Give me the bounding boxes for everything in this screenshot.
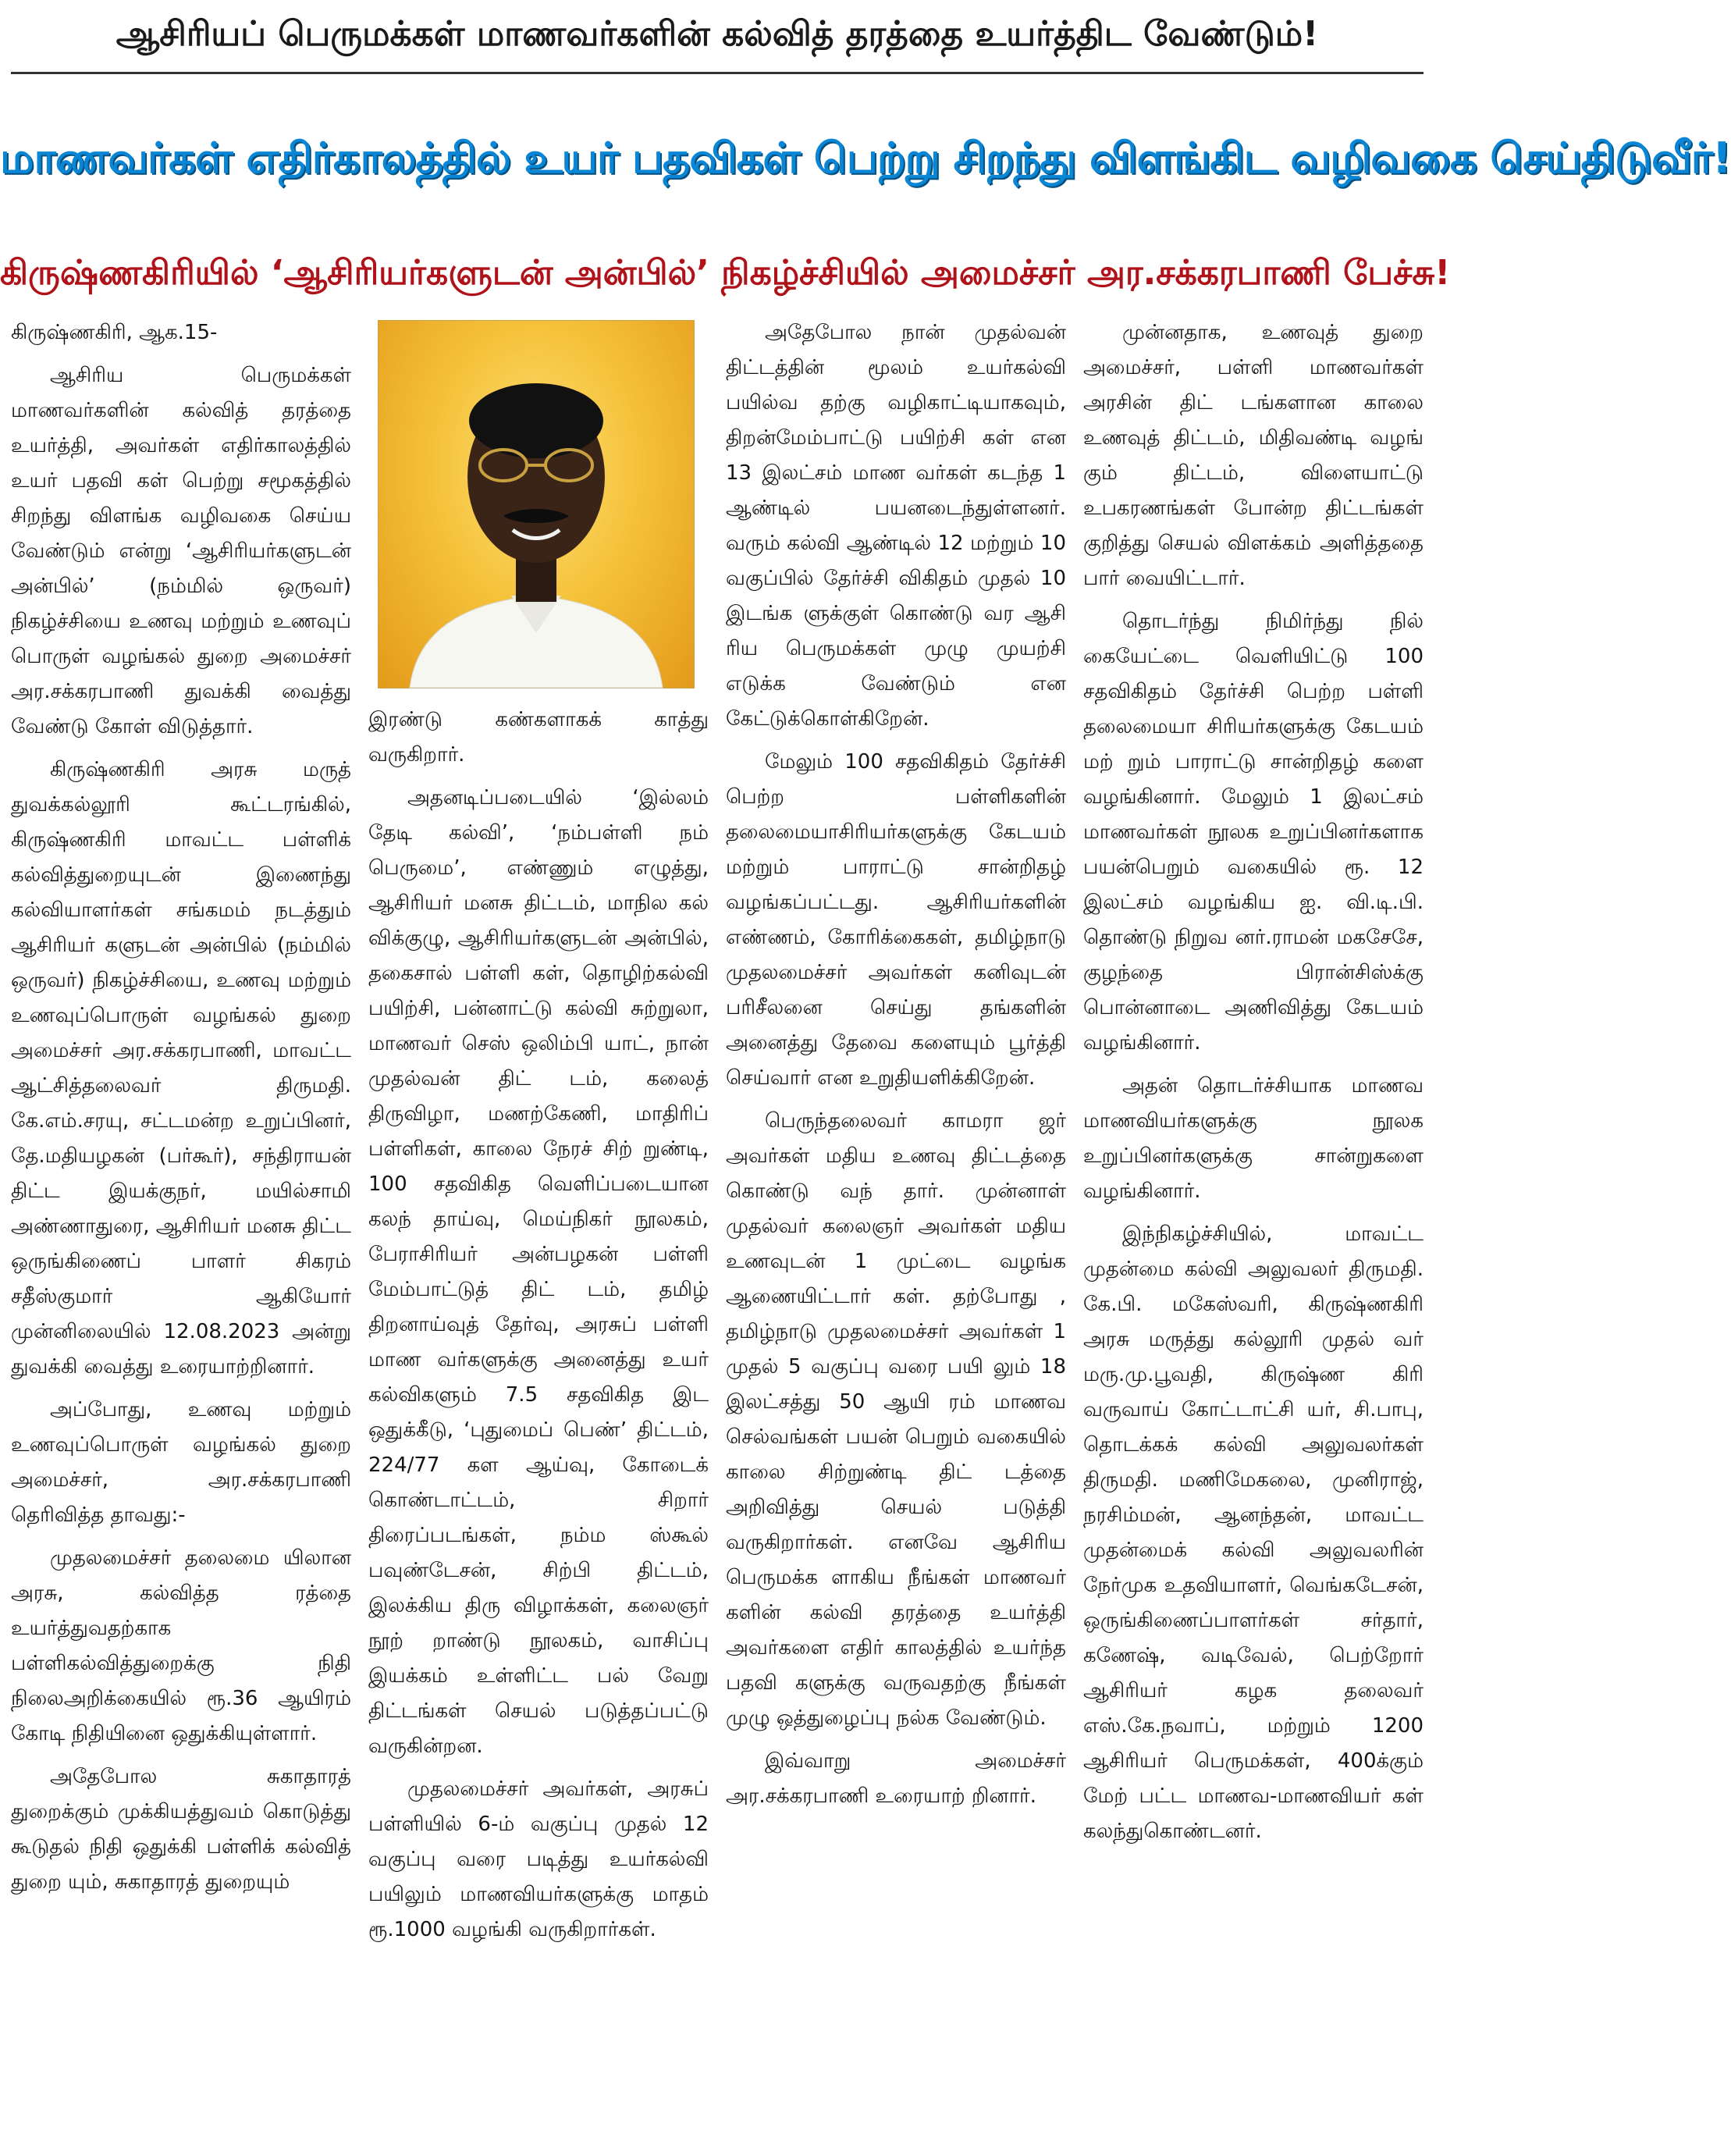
paragraph: முதலமைச்சர் அவர்கள், அரசுப் பள்ளியில் 6-ம் வகுப்பு முதல் 12 வகுப்பு வரை படித்து உயர்கல்வி பயிலும் மாணவியர்களுக்கு மாதம் ரூ.1000 வழங்கி வருகிறார்கள். xyxy=(368,1777,709,1941)
paragraph: முதலமைச்சர் தலைமை யிலான அரசு, கல்வித்த ரத்தை உயர்த்துவதற்காக பள்ளிகல்வித்துறைக்கு நிதி நிலைஅறிக்கையில் ரூ.36 ஆயிரம் கோடி நிதியினை ஒதுக்கியுள்ளார். xyxy=(11,1546,351,1745)
paragraph: இவ்வாறு அமைச்சர் அர.சக்கரபாணி உரையாற் றினார். xyxy=(726,1749,1066,1808)
paragraph: அதனடிப்படையில் ‘இல்லம் தேடி கல்வி’, ‘நம்பள்ளி நம் பெருமை’, எண்ணும் எழுத்து, ஆசிரியர் மனசு திட்டம், மாநில கல் விக்குழு, ஆசிரியர்களுடன் அன்பில், தகைசால் பள்ளி கள், தொழிற்கல்வி பயிற்சி, பன்னாட்டு கல்வி சுற்றுலா, மாணவர் செஸ் ஒலிம்பி யாட், நான் முதல்வன் திட் டம், கலைத் திருவிழா, மணற்கேணி, மாதிரிப் பள்ளிகள், காலை நேரச் சிற் றுண்டி, 100 சதவிகித வெளிப்படையான கலந் தாய்வு, மெய்நிகர் நூலகம், பேராசிரியர் அன்பழகன் பள்ளி மேம்பாட்டுத் திட் டம், தமிழ் திறனாய்வுத் தேர்வு, அரசுப் பள்ளி மாண வர்களுக்கு அனைத்து உயர் கல்விகளும் 7.5 சதவிகித இட ஒதுக்கீடு, ‘புதுமைப் பெண்’ திட்டம், 224/77 கள ஆய்வு, கோடைக் கொண்டாட்டம், சிறார் திரைப்படங்கள், நம்ம ஸ்கூல் பவுண்டேசன், சிற்பி திட்டம், இலக்கிய திரு விழாக்கள், கலைஞர் நூற் றாண்டு நூலகம், வாசிப்பு இயக்கம் உள்ளிட்ட பல் வேறு திட்டங்கள் செயல் படுத்தப்பட்டு வருகின்றன. xyxy=(368,786,709,1758)
article-column-3 xyxy=(726,315,1066,2150)
divider xyxy=(11,72,1424,74)
article-column-1 xyxy=(11,315,351,2150)
main-headline: மாணவர்கள் எதிர்காலத்தில் உயர் பதவிகள் பெற்று சிறந்து விளங்கிட வழிவகை செய்திடுவீர்! xyxy=(0,133,1731,183)
paragraph: தொடர்ந்து நிமிர்ந்து நில் கையேட்டை வெளியிட்டு 100 சதவிகிதம் தேர்ச்சி பெற்ற பள்ளி தலைமையா சிரியர்களுக்கு கேடயம் மற் றும் பாராட்டு சான்றிதழ் களை வழங்கினார். மேலும் 1 இலட்சம் மாணவர்கள் நூலக உறுப்பினர்களாக பயன்பெறும் வகையில் ரூ. 12 இலட்சம் வழங்கிய ஐ. வி.டி.பி. தொண்டு நிறுவ னர்.ராமன் மகசேசே, குழந்தை பிரான்சிஸ்க்கு பொன்னாடை அணிவித்து கேடயம் வழங்கினார். xyxy=(1083,610,1424,1055)
paragraph: முன்னதாக, உணவுத் துறை அமைச்சர், பள்ளி மாணவர்கள் அரசின் திட் டங்களான காலை உணவுத் திட்டம், மிதிவண்டி வழங் கும் திட்டம், விளையாட்டு உபகரணங்கள் போன்ற திட்டங்கள் குறித்து செயல் விளக்கம் அளித்ததை பார் வையிட்டார். xyxy=(1083,321,1424,590)
paragraph: பெருந்தலைவர் காமரா ஜர் அவர்கள் மதிய உணவு திட்டத்தை கொண்டு வந் தார். முன்னாள் முதல்வர் கலைஞர் அவர்கள் மதிய உணவுடன் 1 முட்டை வழங்க ஆணையிட்டார் கள். தற்போது , தமிழ்நாடு முதலமைச்சர் அவர்கள் 1 முதல் 5 வகுப்பு வரை பயி லும் 18 இலட்சத்து 50 ஆயி ரம் மாணவ செல்வங்கள் பயன் பெறும் வகையில் காலை சிற்றுண்டி திட் டத்தை அறிவித்து செயல் படுத்தி வருகிறார்கள். எனவே ஆசிரிய பெருமக்க ளாகிய நீங்கள் மாணவர் களின் கல்வி தரத்தை உயர்த்தி அவர்களை எதிர் காலத்தில் உயர்ந்த பதவி களுக்கு வருவதற்கு நீங்கள் முழு ஒத்துழைப்பு நல்க வேண்டும். xyxy=(726,1109,1066,1730)
dateline: கிருஷ்ணகிரி, ஆக.15- xyxy=(11,321,218,344)
paragraph: அதேபோல நான் முதல்வன் திட்டத்தின் மூலம் உயர்கல்வி பயில்வ தற்கு வழிகாட்டியாகவும், திறன்மேம்பாட்டு பயிற்சி கள் என 13 இலட்சம் மாண வர்கள் கடந்த 1 ஆண்டில் பயனடைந்துள்ளனர். வரும் கல்வி ஆண்டில் 12 மற்றும் 10 வகுப்பில் தேர்ச்சி விகிதம் முதல் 10 இடங்க ளுக்குள் கொண்டு வர ஆசி ரிய பெருமக்கள் முழு முயற்சி எடுக்க வேண்டும் என கேட்டுக்கொள்கிறேன். xyxy=(726,321,1066,731)
subheadline: கிருஷ்ணகிரியில் ‘ஆசிரியர்களுடன் அன்பில்’ நிகழ்ச்சியில் அமைச்சர் அர.சக்கரபாணி பேச்சு! xyxy=(0,253,1451,293)
portrait-illustration xyxy=(379,321,694,688)
article-column-4 xyxy=(1083,315,1424,2150)
kicker-headline: ஆசிரியப் பெருமக்கள் மாணவர்களின் கல்வித் தரத்தை உயர்த்திட வேண்டும்! xyxy=(116,14,1319,54)
paragraph: அதேபோல சுகாதாரத் துறைக்கும் முக்கியத்துவம் கொடுத்து கூடுதல் நிதி ஒதுக்கி பள்ளிக் கல்வித் துறை யும், சுகாதாரத் துறையும் xyxy=(11,1765,351,1894)
paragraph: அப்போது, உணவு மற்றும் உணவுப்பொருள் வழங்கல் துறை அமைச்சர், அர.சக்கரபாணி தெரிவித்த தாவது:- xyxy=(11,1398,351,1527)
paragraph: இந்நிகழ்ச்சியில், மாவட்ட முதன்மை கல்வி அலுவலர் திருமதி. கே.பி. மகேஸ்வரி, கிருஷ்ணகிரி அரசு மருத்து கல்லூரி முதல் வர் மரு.மு.பூவதி, கிருஷ்ண கிரி வருவாய் கோட்டாட்சி யர், சி.பாபு, தொடக்கக் கல்வி அலுவலர்கள் திருமதி. மணிமேகலை, முனிராஜ், நரசிம்மன், ஆனந்தன், மாவட்ட முதன்மைக் கல்வி அலுவலரின் நேர்முக உதவியாளர், வெங்கடேசன், ஒருங்கிணைப்பாளர்கள் சர்தார், கணேஷ், வடிவேல், பெற்றோர் ஆசிரியர் கழக தலைவர் எஸ்.கே.நவாப், மற்றும் 1200 ஆசிரியர் பெருமக்கள், 400க்கும் மேற் பட்ட மாணவ-மாணவியர் கள் கலந்துகொண்டனர். xyxy=(1083,1222,1424,1843)
article-column-2 xyxy=(368,703,709,2150)
minister-photo xyxy=(378,320,695,688)
paragraph: இரண்டு கண்களாகக் காத்து வருகிறார். xyxy=(368,708,709,767)
paragraph: அதன் தொடர்ச்சியாக மாணவ மாணவியர்களுக்கு நூலக உறுப்பினர்களுக்கு சான்றுகளை வழங்கினார். xyxy=(1083,1074,1424,1203)
paragraph: ஆசிரிய பெருமக்கள் மாணவர்களின் கல்வித் தரத்தை உயர்த்தி, அவர்கள் எதிர்காலத்தில் உயர் பதவி கள் பெற்று சமூகத்தில் சிறந்து விளங்க வழிவகை செய்ய வேண்டும் என்று ‘ஆசிரியர்களுடன் அன்பில்’ (நம்மில் ஒருவர்) நிகழ்ச்சியை உணவு மற்றும் உணவுப் பொருள் வழங்கல் துறை அமைச்சர் அர.சக்கரபாணி துவக்கி வைத்து வேண்டு கோள் விடுத்தார். xyxy=(11,364,351,738)
paragraph: மேலும் 100 சதவிகிதம் தேர்ச்சி பெற்ற பள்ளிகளின் தலைமையாசிரியர்களுக்கு கேடயம் மற்றும் பாராட்டு சான்றிதழ் வழங்கப்பட்டது. ஆசிரியர்களின் எண்ணம், கோரிக்கைகள், தமிழ்நாடு முதலமைச்சர் அவர்கள் கனிவுடன் பரிசீலனை செய்து தங்களின் அனைத்து தேவை களையும் பூர்த்தி செய்வார் என உறுதியளிக்கிறேன். xyxy=(726,750,1066,1090)
paragraph: கிருஷ்ணகிரி அரசு மருத் துவக்கல்லூரி கூட்டரங்கில், கிருஷ்ணகிரி மாவட்ட பள்ளிக் கல்வித்துறையுடன் இணைந்து கல்வியாளர்கள் சங்கமம் நடத்தும் ஆசிரியர் களுடன் அன்பில் (நம்மில் ஒருவர்) நிகழ்ச்சியை, உணவு மற்றும் உணவுப்பொருள் வழங்கல் துறை அமைச்சர் அர.சக்கரபாணி, மாவட்ட ஆட்சித்தலைவர் திருமதி. கே.எம்.சரயு, சட்டமன்ற உறுப்பினர், தே.மதியழகன் (பர்கூர்), சந்திராயன் திட்ட இயக்குநர், மயில்சாமி அண்ணாதுரை, ஆசிரியர் மனசு திட்ட ஒருங்கிணைப் பாளர் சிகரம் சதீஸ்குமார் ஆகியோர் முன்னிலையில் 12.08.2023 அன்று துவக்கி வைத்து உரையாற்றினார். xyxy=(11,758,351,1379)
